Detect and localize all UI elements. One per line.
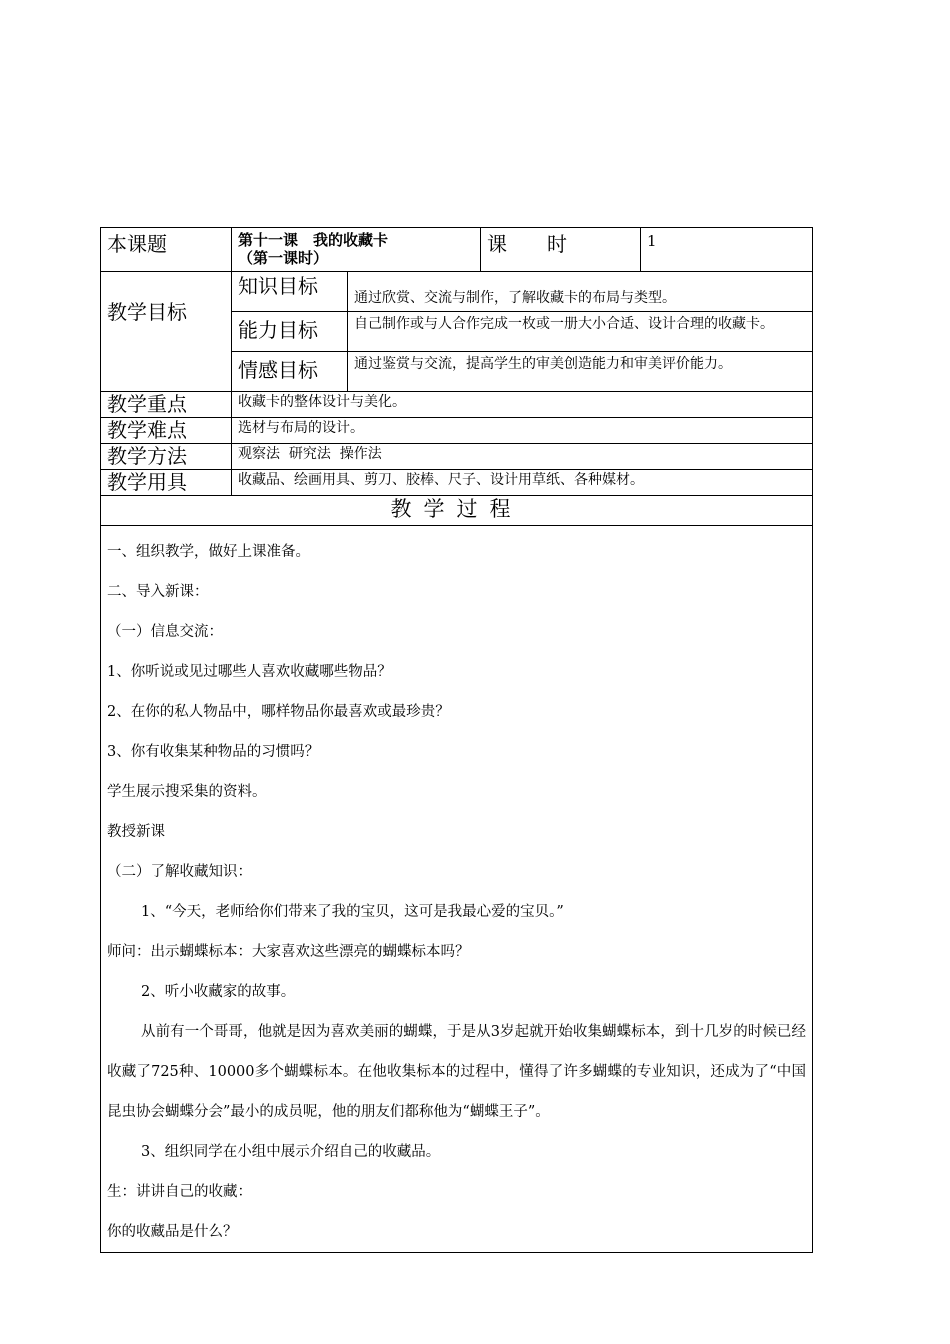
topic-label: 本课题 <box>101 228 232 272</box>
method-text: 观察法 研究法 操作法 <box>232 444 813 470</box>
process-paragraph: 2、在你的私人物品中，哪样物品你最喜欢或最珍贵？ <box>107 704 450 720</box>
process-paragraph: 二、导入新课： <box>107 584 209 600</box>
goal-text-knowledge: 通过欣赏、交流与制作，了解收藏卡的布局与类型。 <box>348 272 813 312</box>
lesson-plan-sheet <box>100 227 812 1253</box>
process-paragraph: 1、你听说或见过哪些人喜欢收藏哪些物品？ <box>107 664 392 680</box>
goal-name-ability: 能力目标 <box>232 312 348 352</box>
process-title: 教学过程 <box>101 496 813 526</box>
lesson-plan-table <box>100 227 813 1253</box>
process-paragraph: 生：讲讲自己的收藏： <box>107 1184 252 1200</box>
process-paragraph: （二）了解收藏知识： <box>107 864 252 880</box>
process-paragraph: 你的收藏品是什么？ <box>107 1224 238 1240</box>
period-value: 1 <box>641 228 813 272</box>
process-story-paragraph: 从前有一个哥哥，他就是因为喜欢美丽的蝴蝶，于是从3岁起就开始收集蝴蝶标本，到十几岁的时候已经收藏了725种、10000多个蝴蝶标本。在他收集标本的过程中，懂得了许多蝴蝶的专业知识，还成为了“中国昆虫协会蝴蝶分会”最小的成员呢，他的朋友们都称他为“蝴蝶王子”。 <box>107 1024 807 1120</box>
topic-row <box>101 228 813 272</box>
process-paragraph: 师问：出示蝴蝶标本：大家喜欢这些漂亮的蝴蝶标本吗？ <box>107 944 470 960</box>
process-paragraph: 学生展示搜采集的资料。 <box>107 784 267 800</box>
process-paragraph: 一、组织教学，做好上课准备。 <box>107 544 310 560</box>
process-body-row <box>101 526 813 1253</box>
process-body <box>101 526 813 1253</box>
difficulty-text: 选材与布局的设计。 <box>232 418 813 444</box>
process-paragraph: （一）信息交流： <box>107 624 223 640</box>
goals-label: 教学目标 <box>101 272 232 392</box>
period-label: 课 时 <box>481 228 641 272</box>
process-paragraph: 3、你有收集某种物品的习惯吗？ <box>107 744 320 760</box>
goal-name-emotion: 情感目标 <box>232 352 348 392</box>
row-tools <box>101 470 813 496</box>
row-key-point <box>101 392 813 418</box>
process-title-row <box>101 496 813 526</box>
goal-text-ability: 自己制作或与人合作完成一枚或一册大小合适、设计合理的收藏卡。 <box>348 312 813 352</box>
process-paragraph: 教授新课 <box>107 824 165 840</box>
goal-name-knowledge: 知识目标 <box>232 272 348 312</box>
process-paragraph: 3、组织同学在小组中展示介绍自己的收藏品。 <box>141 1144 441 1160</box>
topic-value <box>232 228 481 272</box>
difficulty-label: 教学难点 <box>101 418 232 444</box>
tools-label: 教学用具 <box>101 470 232 496</box>
key-point-label: 教学重点 <box>101 392 232 418</box>
topic-subtitle: （第一课时） <box>238 249 329 267</box>
topic-title: 第十一课 我的收藏卡 <box>238 231 389 249</box>
row-method <box>101 444 813 470</box>
method-label: 教学方法 <box>101 444 232 470</box>
tools-text: 收藏品、绘画用具、剪刀、胶棒、尺子、设计用草纸、各种媒材。 <box>232 470 813 496</box>
goal-row-knowledge <box>101 272 813 312</box>
goal-text-emotion: 通过鉴赏与交流，提高学生的审美创造能力和审美评价能力。 <box>348 352 813 392</box>
key-point-text: 收藏卡的整体设计与美化。 <box>232 392 813 418</box>
process-paragraph: 1、“今天，老师给你们带来了我的宝贝，这可是我最心爱的宝贝。” <box>141 904 564 920</box>
process-paragraph: 2、听小收藏家的故事。 <box>141 984 296 1000</box>
row-difficulty <box>101 418 813 444</box>
